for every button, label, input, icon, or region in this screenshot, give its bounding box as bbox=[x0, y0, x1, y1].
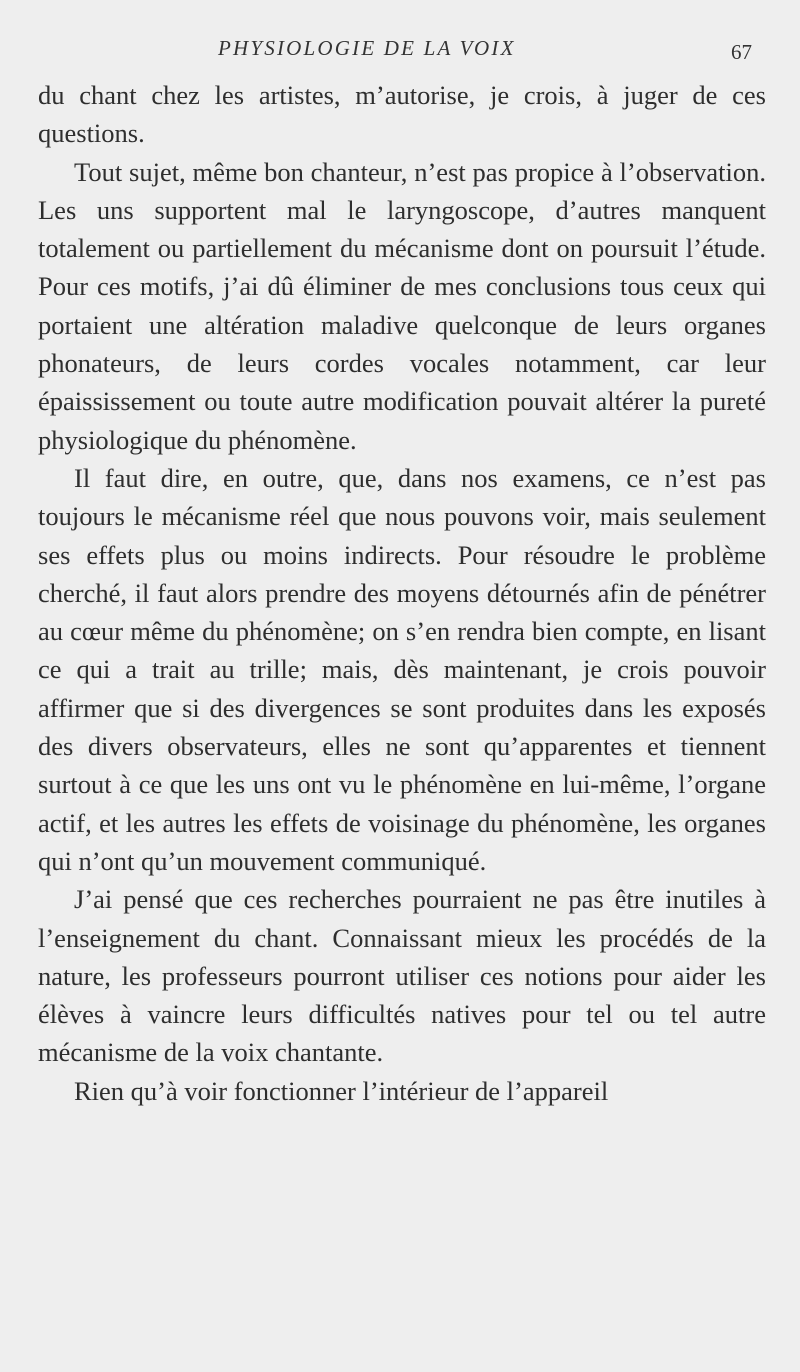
page-header bbox=[0, 30, 800, 70]
paragraph: Il faut dire, en outre, que, dans nos examens, ce n’est pas toujours le mécanisme réel que nous pouvons voir, mais seulement ses effets plus ou moins indirects. Pour résoudre le problème cherché, il faut alors prendre des moyens détournés afin de pénétrer au cœur même du phénomène; on s’en rendra bien compte, en lisant ce qui a trait au trille; mais, dès maintenant, je crois pouvoir affirmer que si des divergences se sont produites dans les exposés des divers observateurs, elles ne sont qu’apparentes et tiennent surtout à ce que les uns ont vu le phénomène en lui-même, l’organe actif, et les autres les effets de voisinage du phénomène, les organes qui n’ont qu’un mouvement communiqué. bbox=[38, 462, 766, 876]
body-text bbox=[38, 76, 766, 1110]
page-number: 67 bbox=[731, 40, 752, 64]
paragraph-continuation: du chant chez les artistes, m’autorise, je crois, à juger de ces questions. bbox=[38, 80, 766, 149]
paragraph: Tout sujet, même bon chanteur, n’est pas propice à l’observation. Les uns supportent mal le laryngoscope, d’autres manquent totalement ou partiellement du mécanisme dont on poursuit l’étude. Pour ces motifs, j’ai dû éliminer de mes conclusions tous ceux qui portaient une altération maladive quelconque de leurs organes phonateurs, de leurs cordes vocales notamment, car leur épaississement ou toute autre modification pouvait altérer la pureté physiologique du phénomène. bbox=[38, 156, 766, 455]
paragraph: J’ai pensé que ces recherches pourraient ne pas être inutiles à l’enseignement du chant. Connaissant mieux les procédés de la nature, les professeurs pourront utiliser ces notions pour aider les élèves à vaincre leurs difficultés natives pour tel ou tel autre mécanisme de la voix chantante. bbox=[38, 884, 766, 1068]
paragraph: Rien qu’à voir fonctionner l’intérieur de l’appareil bbox=[74, 1075, 609, 1106]
running-title: PHYSIOLOGIE DE LA VOIX bbox=[218, 36, 516, 60]
